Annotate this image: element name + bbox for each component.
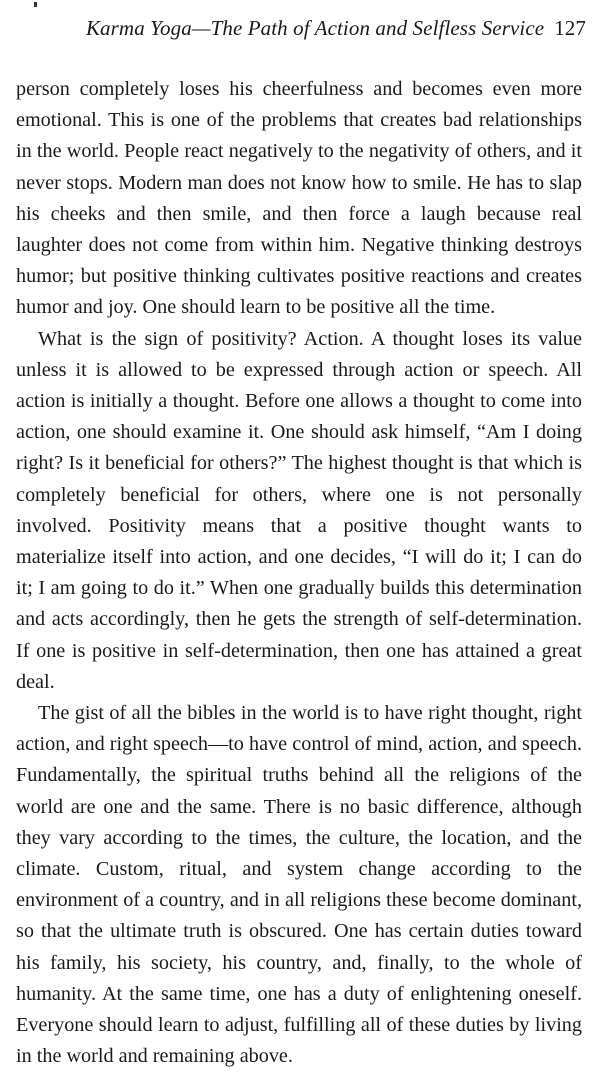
paragraph-3: The gist of all the bibles in the world is to have right thought, right action, and right speech—to have control of mind, action, and speech. Fundamentally, the spiritual truths behind all the religions of the world are one and the same. There is no basic difference, although they vary according to the times, the culture, the location, and the climate. Custom, ritual, and system change according to the environment of a country, and in all religions these become dominant, so that the ultimate truth is obscured. One has certain duties toward his family, his society, his country, and, finally, to the whole of humanity. At the same time, one has a duty of enlightening oneself. Everyone should learn to adjust, fulfilling all of these duties by living in the world and remaining above. [16,702,582,1068]
running-head [0,16,586,41]
page-number: 127 [554,16,586,40]
paragraph-2: What is the sign of positivity? Action. A thought loses its value unless it is allowed to be expressed through action or speech. All action is initially a thought. Before one allows a thought to come into action, one should examine it. One should ask himself, “Am I doing right? Is it beneficial for others?” The highest thought is that which is completely beneficial for others, where one is not personally involved. Positivity means that a positive thought wants to materialize itself into action, and one decides, “I will do it; I can do it; I am going to do it.” When one gradually builds this determination and acts accordingly, then he gets the strength of self-determination. If one is positive in self-determination, then one has attained a great deal. [16,327,582,693]
scan-speck [34,2,37,7]
running-title: Karma Yoga—The Path of Action and Selfless Service [85,16,545,40]
paragraph-1: person completely loses his cheerfulness and becomes even more emotional. This is one of the problems that creates bad relationships in the world. People react negatively to the negativity of others, and it never stops. Modern man does not know how to smile. He has to slap his cheeks and then smile, and then force a laugh because real laughter does not come from within him. Negative thinking destroys humor; but positive thinking cultivates positive reactions and creates humor and joy. One should learn to be positive all the time. [16,78,582,319]
body-text [16,74,582,1073]
